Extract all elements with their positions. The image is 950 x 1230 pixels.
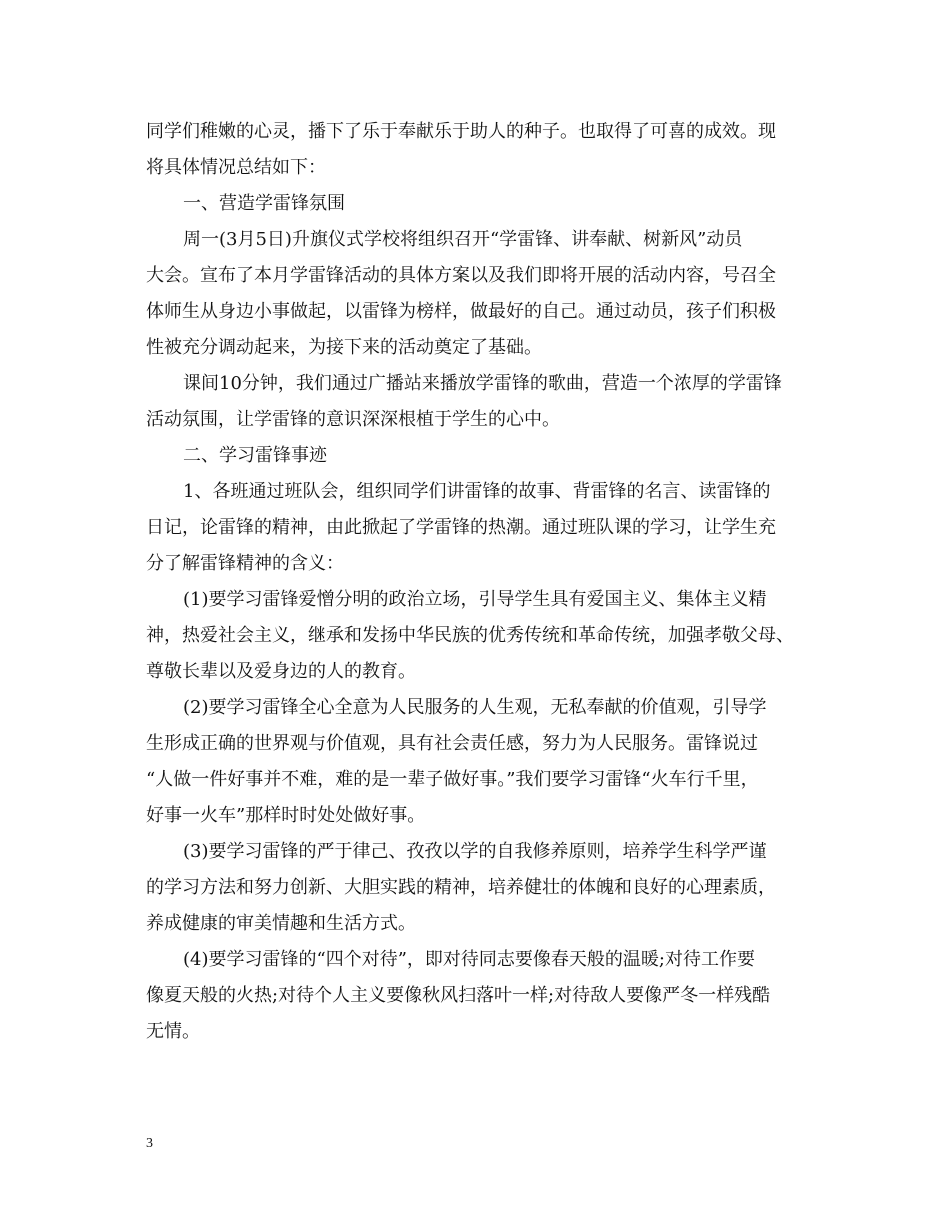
text-line: (4)要学习雷锋的“四个对待”，即对待同志要像春天般的温暖;对待工作要 [183,949,755,970]
text-line: 性被充分调动起来，为接下来的活动奠定了基础。 [146,337,542,358]
text-line: 生形成正确的世界观与价值观，具有社会责任感，努力为人民服务。雷锋说过 [146,733,758,754]
text-line: 体师生从身边小事做起，以雷锋为榜样，做最好的自己。通过动员，孩子们积极 [146,301,776,322]
text-line: 分了解雷锋精神的含义： [146,553,344,574]
text-line: 的学习方法和努力创新、大胆实践的精神，培养健壮的体魄和良好的心理素质， [146,877,776,898]
text-line: 大会。宣布了本月学雷锋活动的具体方案以及我们即将开展的活动内容，号召全 [146,265,776,286]
text-line: “人做一件好事并不难，难的是一辈子做好事。”我们要学习雷锋“火车行千里， [146,769,759,790]
page-number: 3 [146,1136,153,1151]
text-line: 神，热爱社会主义，继承和发扬中华民族的优秀传统和革命传统，加强孝敬父母、 [146,625,794,646]
text-line: 无情。 [146,1021,200,1042]
text-line: 养成健康的审美情趣和生活方式。 [146,913,416,934]
text-line: 同学们稚嫩的心灵，播下了乐于奉献乐于助人的种子。也取得了可喜的成效。现 [146,121,776,142]
text-line: 像夏天般的火热;对待个人主义要像秋风扫落叶一样;对待敌人要像严冬一样残酷 [146,985,771,1006]
text-line: 日记，论雷锋的精神，由此掀起了学雷锋的热潮。通过班队课的学习，让学生充 [146,517,776,538]
text-line: (3)要学习雷锋的严于律己、孜孜以学的自我修养原则，培养学生科学严谨 [183,841,767,862]
text-line: 周一(3月5日)升旗仪式学校将组织召开“学雷锋、讲奉献、树新风”动员 [183,229,743,250]
text-line: (1)要学习雷锋爱憎分明的政治立场，引导学生具有爱国主义、集体主义精 [183,589,767,610]
text-line: (2)要学习雷锋全心全意为人民服务的人生观，无私奉献的价值观，引导学 [183,697,767,718]
section-heading: 二、学习雷锋事迹 [183,445,327,466]
text-line: 好事一火车”那样时时处处做好事。 [146,805,426,826]
text-line: 1、各班通过班队会，组织同学们讲雷锋的故事、背雷锋的名言、读雷锋的 [183,481,771,502]
section-heading: 一、营造学雷锋氛围 [183,193,345,214]
text-line: 尊敬长辈以及爱身边的人的教育。 [146,661,416,682]
text-line: 将具体情况总结如下： [146,157,326,178]
text-line: 活动氛围，让学雷锋的意识深深根植于学生的心中。 [146,409,560,430]
text-line: 课间10分钟，我们通过广播站来播放学雷锋的歌曲，营造一个浓厚的学雷锋 [183,373,782,394]
